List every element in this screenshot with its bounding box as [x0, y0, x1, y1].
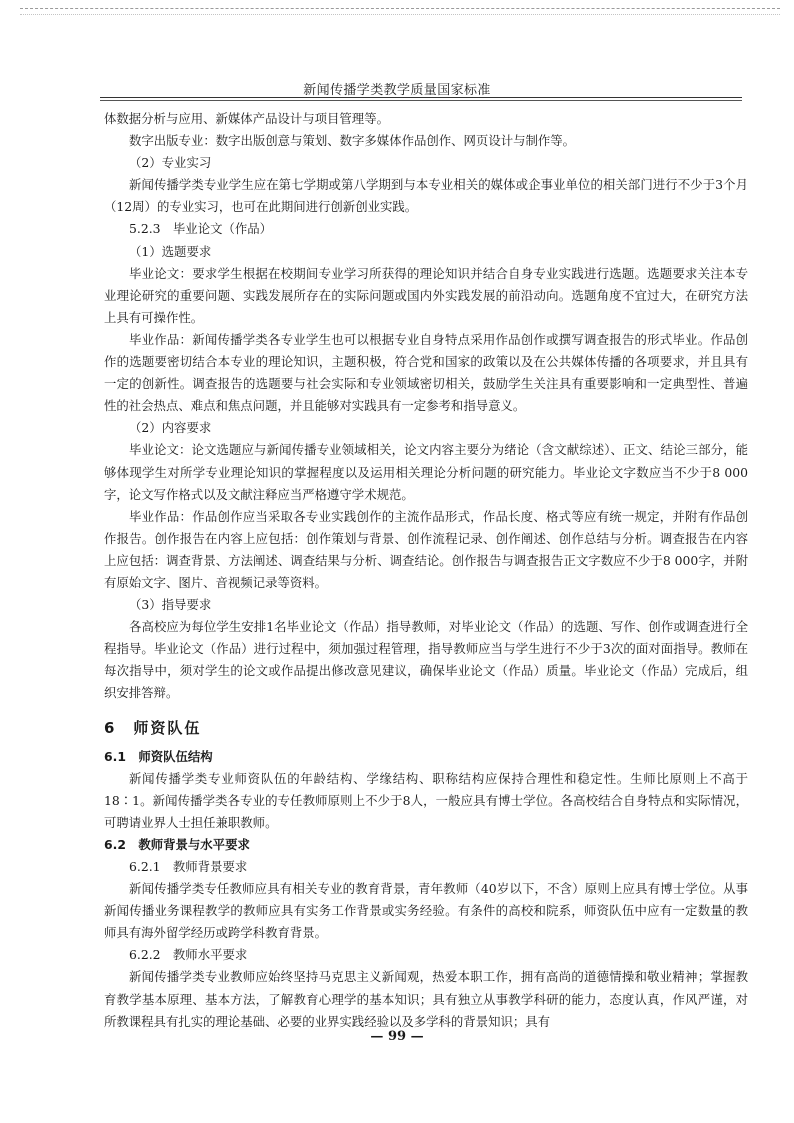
- section-6-title: 6 师资队伍: [104, 718, 202, 737]
- paragraph-6-2-2: 新闻传播学类专业教师应始终坚持马克思主义新闻观，热爱本职工作，拥有高尚的道德情操和敬业精神；掌握教育教学基本原理、基本方法，了解教育心理学的基本知识；具有独立从事教学科研的能力，态度认真，作风严谨，对所教课程具有扎实的理论基础、必要的业界实践经验以及多学科的背景知识；具有: [104, 969, 748, 1029]
- paragraph-6-2-1: 新闻传播学类专任教师应具有相关专业的教育背景，青年教师（40岁以下，不含）原则上应具有博士学位。从事新闻传播业务课程教学的教师应具有实务工作背景或实务经验。有条件的高校和院系，师资队伍中应有一定数量的教师具有海外留学经历或跨学科教育背景。: [104, 881, 748, 941]
- running-header-title: 新闻传播学类教学质量国家标准: [303, 83, 491, 98]
- paragraph-guidance: 各高校应为每位学生安排1名毕业论文（作品）指导教师，对毕业论文（作品）的选题、写作、创作或调查进行全程指导。毕业论文（作品）进行过程中，须加强过程管理，指导教师应当与学生进行不少于3次的面对面指导。教师在每次指导中，须对学生的论文或作品提出修改意见建议，确保毕业论文（作品）质量。毕业论文（作品）完成后，组织安排答辩。: [104, 619, 748, 701]
- page-body: [104, 108, 748, 1033]
- paragraph-thesis-content: 毕业论文：论文选题应与新闻传播专业领域相关，论文内容主要分为绪论（含文献综述）、正文、结论三部分，能够体现学生对所学专业理论知识的掌握程度以及运用相关理论分析问题的研究能力。毕业论文字数应当不少于8 000字，论文写作格式以及文献注释应当严格遵守学术规范。: [104, 442, 748, 502]
- heading-6-2-2: 6.2.2 教师水平要求: [129, 947, 248, 963]
- scan-edge-dots: [20, 14, 780, 15]
- heading-6-1: 6.1 师资队伍结构: [104, 748, 213, 764]
- paragraph-work-topic: 毕业作品：新闻传播学类各专业学生也可以根据专业自身特点采用作品创作或撰写调查报告的形式毕业。作品创作的选题要密切结合本专业的理论知识，主题积极，符合党和国家的政策以及在公共媒体传播的各项要求，并且具有一定的创新性。调查报告的选题要与社会实际和专业领域密切相关，鼓励学生关注具有重要影响和一定典型性、普遍性的社会热点、难点和焦点问题，并且能够对实践具有一定参考和指导意义。: [104, 331, 748, 414]
- header-rule-thin: [100, 100, 742, 101]
- paragraph-digital-publishing: 数字出版专业：数字出版创意与策划、数字多媒体作品创作、网页设计与制作等。: [129, 133, 576, 149]
- page-number: — 99 —: [370, 1029, 424, 1044]
- paragraph-thesis-topic: 毕业论文：要求学生根据在校期间专业学习所获得的理论知识并结合自身专业实践进行选题。选题要求关注本专业理论研究的重要问题、实践发展所存在的实际问题或国内外实践发展的前沿动向。选题角度不宜过大，在研究方法上具有可操作性。: [104, 265, 748, 325]
- paragraph-continued: 体数据分析与应用、新媒体产品设计与项目管理等。: [104, 111, 389, 126]
- paragraph-work-content: 毕业作品：作品创作应当采取各专业实践创作的主流作品形式，作品长度、格式等应有统一规定，并附有作品创作报告。创作报告在内容上应包括：创作策划与背景、创作流程记录、创作阐述、创作总结与分析。调查报告在内容上应包括：调查背景、方法阐述、调查结果与分析、调查结论。创作报告与调查报告正文字数应不少于8 000字，并附有原始文字、图片、音视频记录等资料。: [104, 508, 748, 590]
- subheading-internship: （2）专业实习: [129, 155, 212, 171]
- subheading-guidance: （3）指导要求: [129, 597, 212, 613]
- paragraph-6-1: 新闻传播学类专业师资队伍的年龄结构、学缘结构、职称结构应保持合理性和稳定性。生师比原则上不高于18∶1。新闻传播学类各专业的专任教师原则上不少于8人，一般应具有博士学位。各高校结合自身特点和实际情况，可聘请业界人士担任兼职教师。: [104, 770, 748, 830]
- header-rule-thick: [100, 97, 742, 98]
- scan-edge-dashes: [20, 8, 780, 9]
- paragraph-internship: 新闻传播学类专业学生应在第七学期或第八学期到与本专业相关的媒体或企事业单位的相关部门进行不少于3个月（12周）的专业实习，也可在此期间进行创新创业实践。: [104, 177, 748, 215]
- heading-6-2: 6.2 教师背景与水平要求: [104, 836, 250, 852]
- subheading-content: （2）内容要求: [129, 420, 212, 436]
- subheading-topic: （1）选题要求: [129, 243, 212, 259]
- heading-5-2-3: 5.2.3 毕业论文（作品）: [129, 221, 273, 237]
- heading-6-2-1: 6.2.1 教师背景要求: [129, 859, 248, 874]
